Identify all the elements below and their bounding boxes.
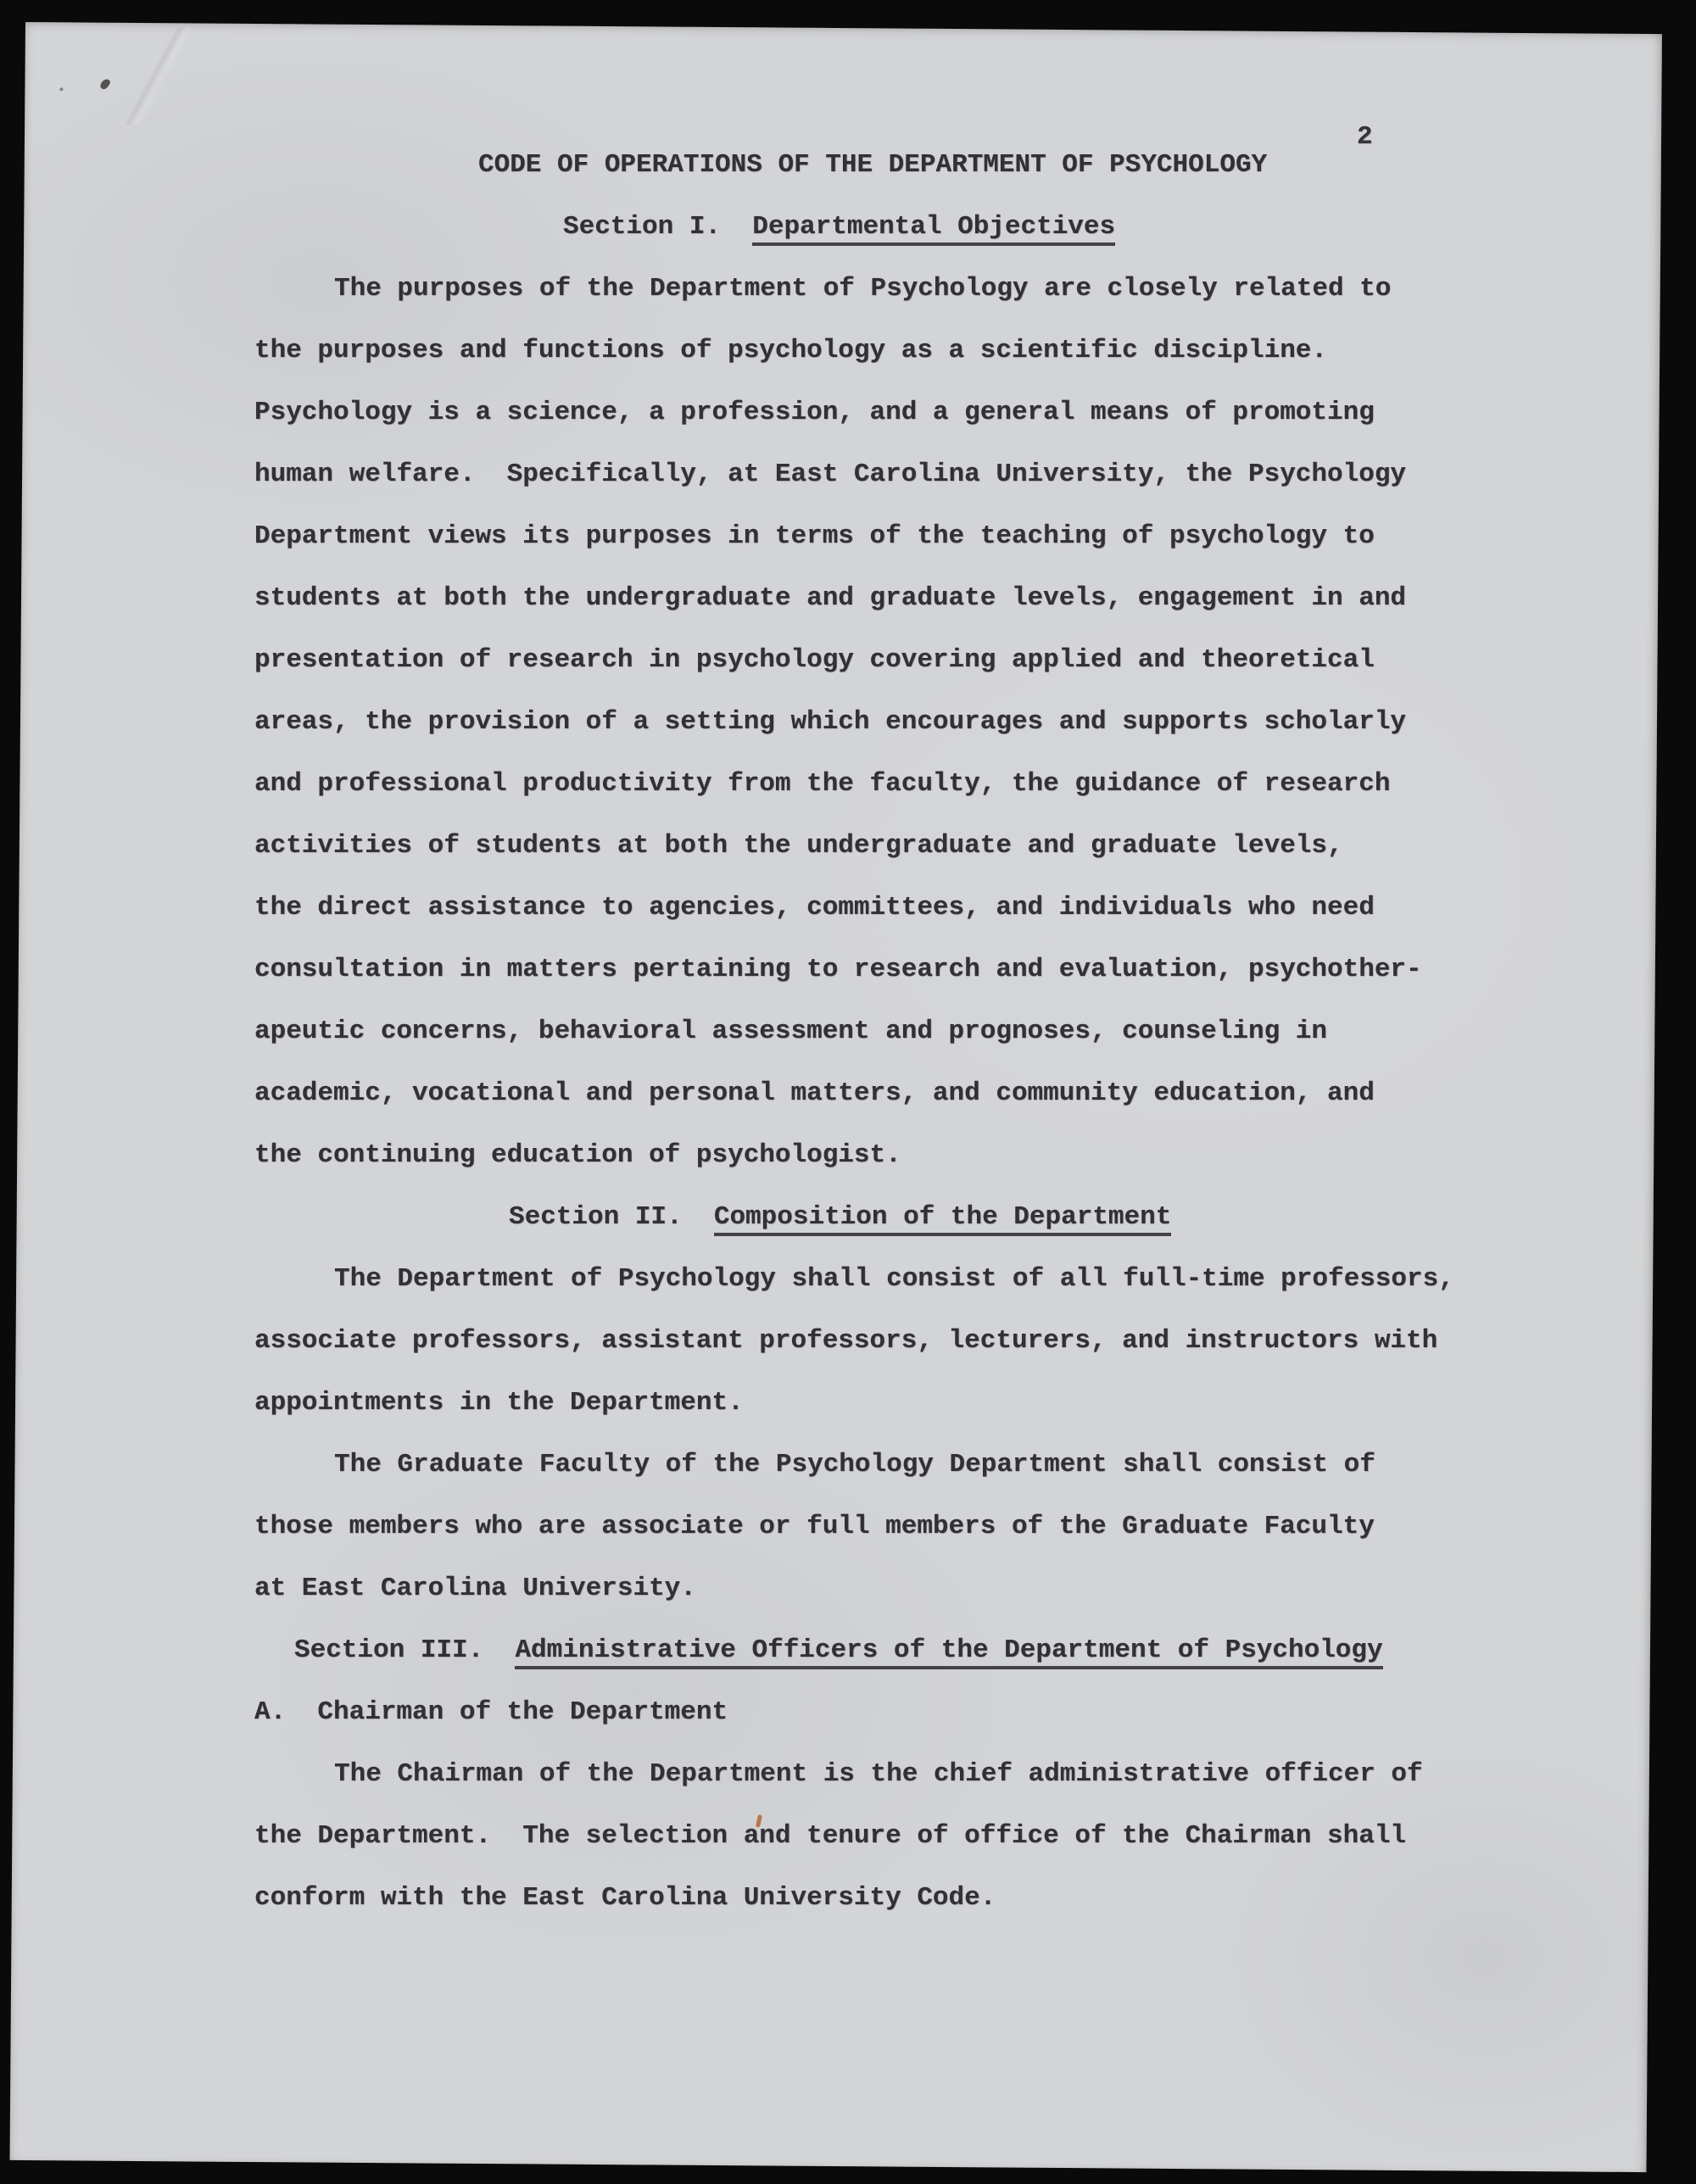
section-2-label: Section II.: [509, 1202, 714, 1232]
dust-speck-artifact: [59, 87, 63, 91]
text-line: those members who are associate or full members of the Graduate Faculty: [254, 1512, 1375, 1541]
paper-crease-artifact: [63, 26, 250, 125]
document-body: [254, 134, 1526, 1929]
text-line: associate professors, assistant professors, lecturers, and instructors with: [254, 1326, 1438, 1356]
text-line: areas, the provision of a setting which encourages and supports scholarly: [254, 707, 1407, 737]
page-number: 2: [1357, 122, 1373, 152]
text-line: The Chairman of the Department is the chief administrative officer of: [334, 1759, 1423, 1789]
text-line: presentation of research in psychology covering applied and theoretical: [254, 645, 1375, 675]
section-2-heading: [509, 1186, 1526, 1248]
section-1-heading: [563, 196, 1526, 258]
text-line: Psychology is a science, a profession, and a general means of promoting: [254, 398, 1375, 427]
text-line: academic, vocational and personal matters, and community education, and: [254, 1078, 1375, 1108]
text-line: conform with the East Carolina University Code.: [254, 1883, 996, 1913]
section-3-heading: [294, 1619, 1526, 1681]
text-line: students at both the undergraduate and graduate levels, engagement in and: [254, 583, 1407, 613]
text-line: at East Carolina University.: [254, 1574, 696, 1603]
section-3-title: Administrative Officers of the Department of Psychology: [515, 1635, 1382, 1669]
section-1-title: Departmental Objectives: [752, 212, 1115, 246]
text-line: The purposes of the Department of Psychology are closely related to: [334, 274, 1392, 304]
subsection-a-heading: A. Chairman of the Department: [254, 1697, 728, 1727]
section-1-label: Section I.: [563, 212, 753, 242]
text-line: human welfare. Specifically, at East Carolina University, the Psychology: [254, 460, 1407, 489]
text-line: The Graduate Faculty of the Psychology Department shall consist of: [334, 1450, 1375, 1479]
text-line: and professional productivity from the faculty, the guidance of research: [254, 769, 1391, 799]
text-line: apeutic concerns, behavioral assessment and prognoses, counseling in: [254, 1017, 1328, 1046]
text-line: the direct assistance to agencies, committees, and individuals who need: [254, 893, 1375, 922]
text-line: The Department of Psychology shall consist of all full-time professors,: [334, 1264, 1454, 1294]
text-line: activities of students at both the undergraduate and graduate levels,: [254, 831, 1343, 861]
text-line: the purposes and functions of psychology as a scientific discipline.: [254, 336, 1328, 365]
document-title: CODE OF OPERATIONS OF THE DEPARTMENT OF PSYCHOLOGY: [478, 150, 1268, 180]
text-line: the Department. The selection and tenure of office of the Chairman shall: [254, 1821, 1407, 1851]
text-line: Department views its purposes in terms of the teaching of psychology to: [254, 521, 1375, 551]
section-2-title: Composition of the Department: [714, 1202, 1172, 1236]
text-line: consultation in matters pertaining to research and evaluation, psychother-: [254, 955, 1422, 984]
text-line: appointments in the Department.: [254, 1388, 744, 1418]
section-3-label: Section III.: [294, 1635, 516, 1665]
text-line: the continuing education of psychologist.: [254, 1140, 901, 1170]
